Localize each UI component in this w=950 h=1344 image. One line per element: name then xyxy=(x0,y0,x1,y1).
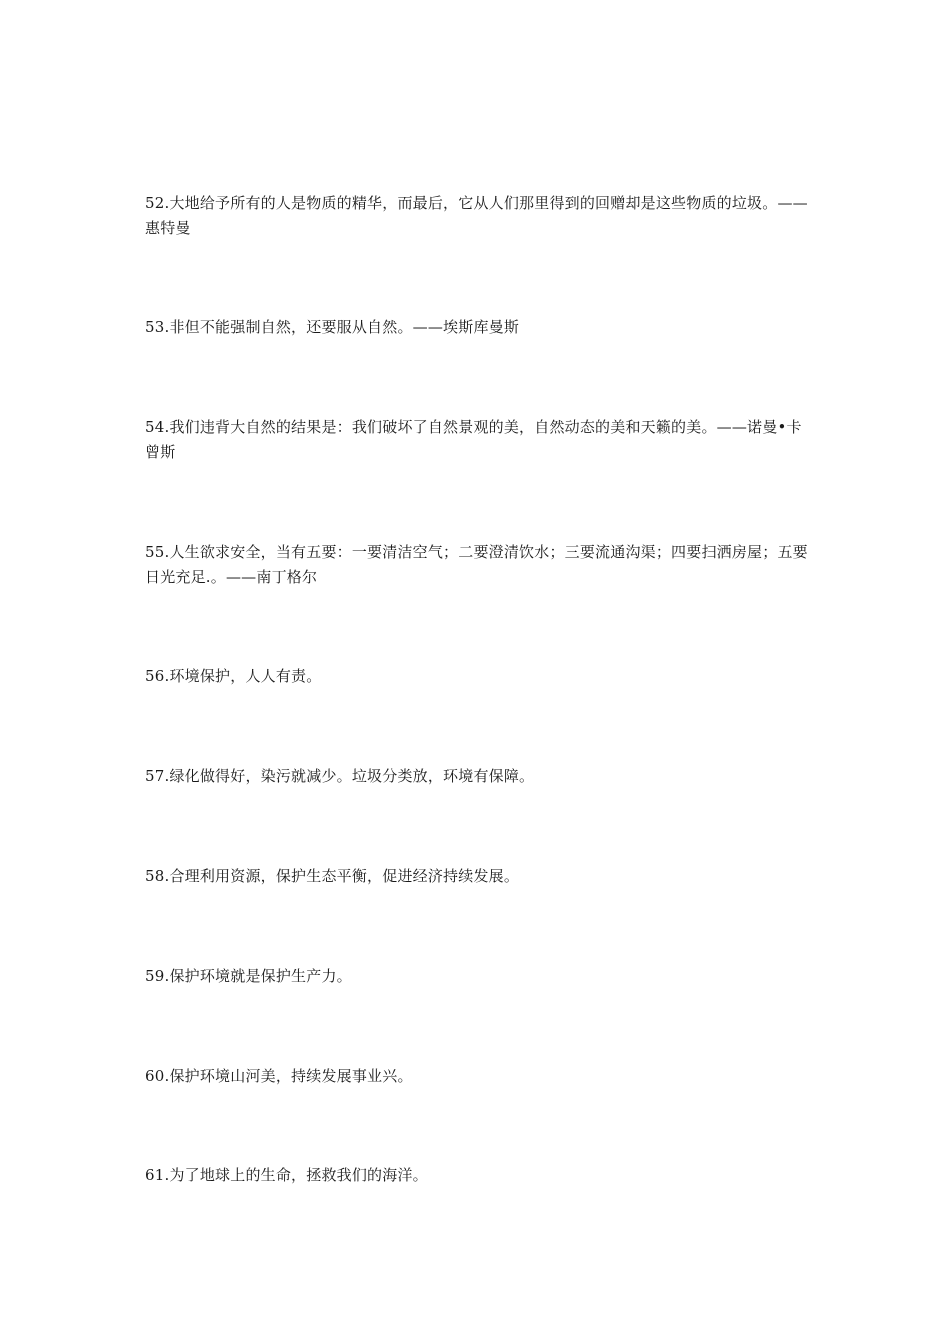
quote-entry-58: 58.合理利用资源，保护生态平衡，促进经济持续发展。 xyxy=(145,867,520,885)
quote-entry-54: 54.我们违背大自然的结果是：我们破坏了自然景观的美，自然动态的美和天籁的美。——诺曼•卡曾斯 xyxy=(145,418,802,461)
quote-entry-53: 53.非但不能强制自然，还要服从自然。——埃斯库曼斯 xyxy=(145,318,520,336)
quote-entry-60: 60.保护环境山河美，持续发展事业兴。 xyxy=(145,1067,413,1085)
quote-entry-52: 52.大地给予所有的人是物质的精华，而最后，它从人们那里得到的回赠却是这些物质的垃圾。——惠特曼 xyxy=(145,194,808,237)
quote-entry-55: 55.人生欲求安全，当有五要：一要清洁空气；二要澄清饮水；三要流通沟渠；四要扫洒房屋；五要日光充足.。——南丁格尔 xyxy=(145,543,808,586)
quote-entry-57: 57.绿化做得好，染污就减少。垃圾分类放，环境有保障。 xyxy=(145,767,535,785)
quote-entry-56: 56.环境保护，人人有责。 xyxy=(145,667,322,685)
quote-entry-61: 61.为了地球上的生命，拯救我们的海洋。 xyxy=(145,1166,428,1184)
quote-entry-59: 59.保护环境就是保护生产力。 xyxy=(145,967,352,985)
